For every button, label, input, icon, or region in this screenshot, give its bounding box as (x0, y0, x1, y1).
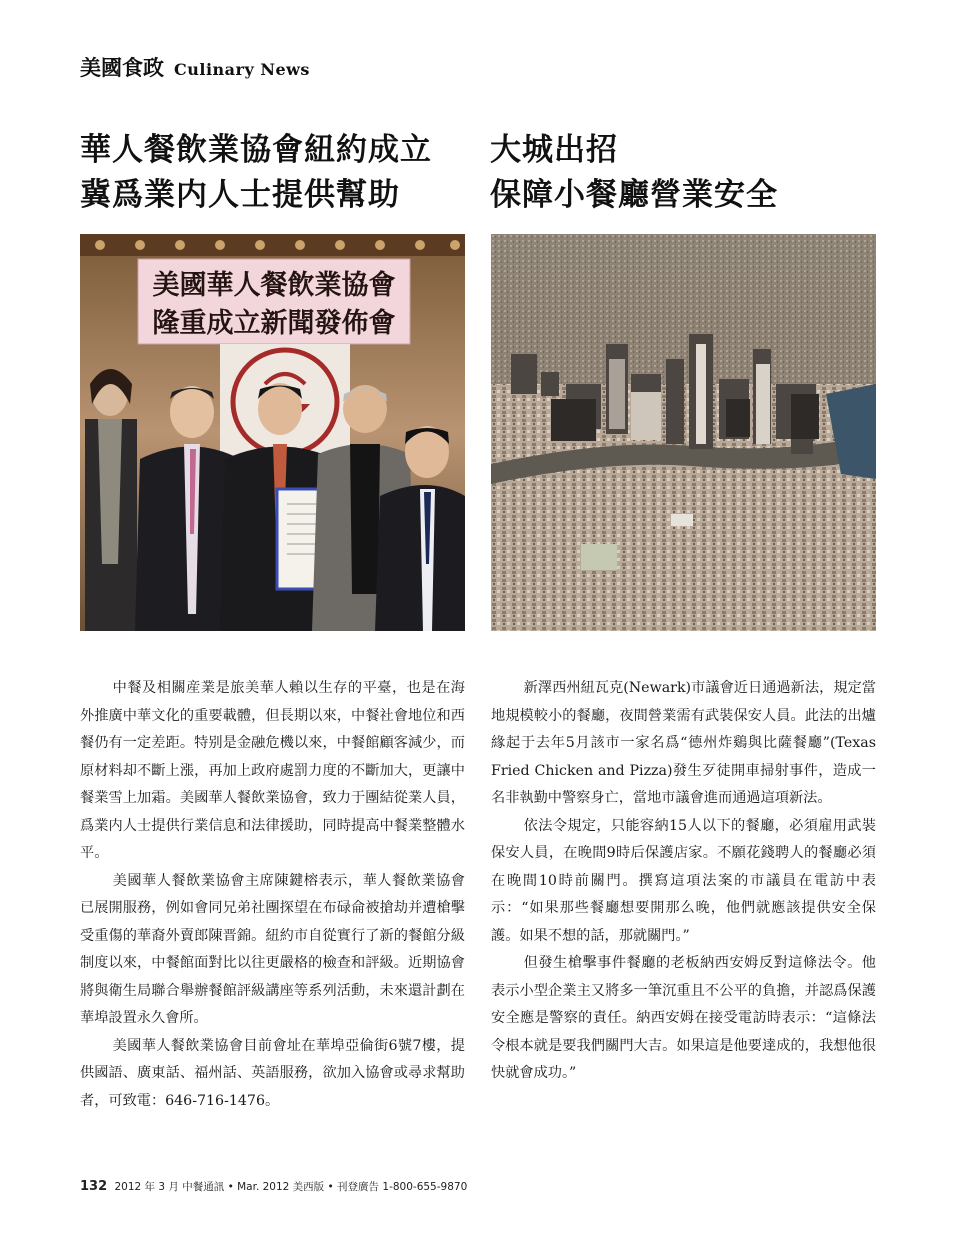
section-title-en: Culinary News (174, 60, 310, 79)
footer-text: 2012 年 3 月 中餐通訊 • Mar. 2012 美西版 • 刊登廣告 1-800-655-9870 (114, 1181, 468, 1193)
page-footer (80, 1179, 467, 1194)
right-article (491, 675, 876, 1088)
cityscape-illustration (491, 234, 876, 631)
right-headline-line-2: 保障小餐廳營業安全 (490, 177, 778, 213)
press-conference-photo (80, 234, 465, 631)
left-headline-line-1: 華人餐飲業協會紐約成立 (80, 132, 432, 168)
left-paragraph-3: 美國華人餐飲業協會目前會址在華埠亞倫街6號7樓，提供國語、廣東話、福州話、英語服務，欲加入協會或尋求幫助者，可致電：646-716-1476。 (80, 1037, 465, 1109)
left-headline-line-2: 冀爲業内人士提供幫助 (80, 177, 400, 213)
newark-aerial-photo (491, 234, 876, 631)
right-paragraph-3: 但發生槍擊事件餐廳的老板納西安姆反對這條法令。他表示小型企業主又將多一筆沉重且不公平的負擔，并認爲保護安全應是警察的責任。納西安姆在接受電訪時表示：“這條法令根本就是要我們關門大吉。如果這是他要達成的，我想他很快就會成功。” (491, 955, 876, 1081)
left-paragraph-1: 中餐及相關産業是旅美華人賴以生存的平臺，也是在海外推廣中華文化的重要載體，但長期以來，中餐社會地位和西餐仍有一定差距。特别是金融危機以來，中餐館顧客減少，而原材料却不斷上漲，再加上政府處罰力度的不斷加大，更讓中餐業雪上加霜。美國華人餐飲業協會，致力于團結從業人員，爲業内人士提供行業信息和法律援助，同時提高中餐業整體水平。 (80, 680, 465, 861)
banner-line-1: 美國華人餐飲業協會 (152, 270, 396, 301)
banner-line-2: 隆重成立新聞發佈會 (152, 308, 396, 339)
left-headline (80, 128, 465, 218)
section-header (80, 52, 310, 82)
right-headline (490, 128, 875, 218)
right-paragraph-2: 依法令規定，只能容納15人以下的餐廳，必須雇用武裝保安人員，在晚間9時后保護店家。不願花錢聘人的餐廳必須在晚間10時前關門。撰寫這項法案的市議員在電訪中表示：“如果那些餐廳想要開那么晚，他們就應該提供安全保護。如果不想的話，那就關門。” (491, 817, 876, 944)
press-conference-illustration (80, 234, 465, 631)
left-paragraph-2: 美國華人餐飲業協會主席陳鍵榕表示，華人餐飲業協會已展開服務，例如會同兄弟社團探望在布碌侖被搶劫并遭槍擊受重傷的華裔外賣郎陳晋錦。紐約市自從實行了新的餐館分級制度以來，中餐館面對比以往更嚴格的檢查和評級。近期協會將與衛生局聯合舉辦餐館評級講座等系列活動，未來還計劃在華埠設置永久會所。 (80, 872, 465, 1026)
left-article (80, 675, 465, 1115)
right-headline-line-1: 大城出招 (490, 132, 618, 168)
section-title-zh: 美國食政 (80, 56, 164, 80)
page-number: 132 (80, 1179, 108, 1194)
right-paragraph-1: 新澤西州紐瓦克(Newark)市議會近日通過新法，規定當地規模較小的餐廳，夜間營業需有武裝保安人員。此法的出爐緣起于去年5月該市一家名爲“德州炸鷄與比薩餐廳”(Texas Fried Chicken and Pizza)發生歹徒開車掃射事件，造成一名非執勤中警察身亡，當地市議會進而通過這項新法。 (491, 680, 876, 806)
